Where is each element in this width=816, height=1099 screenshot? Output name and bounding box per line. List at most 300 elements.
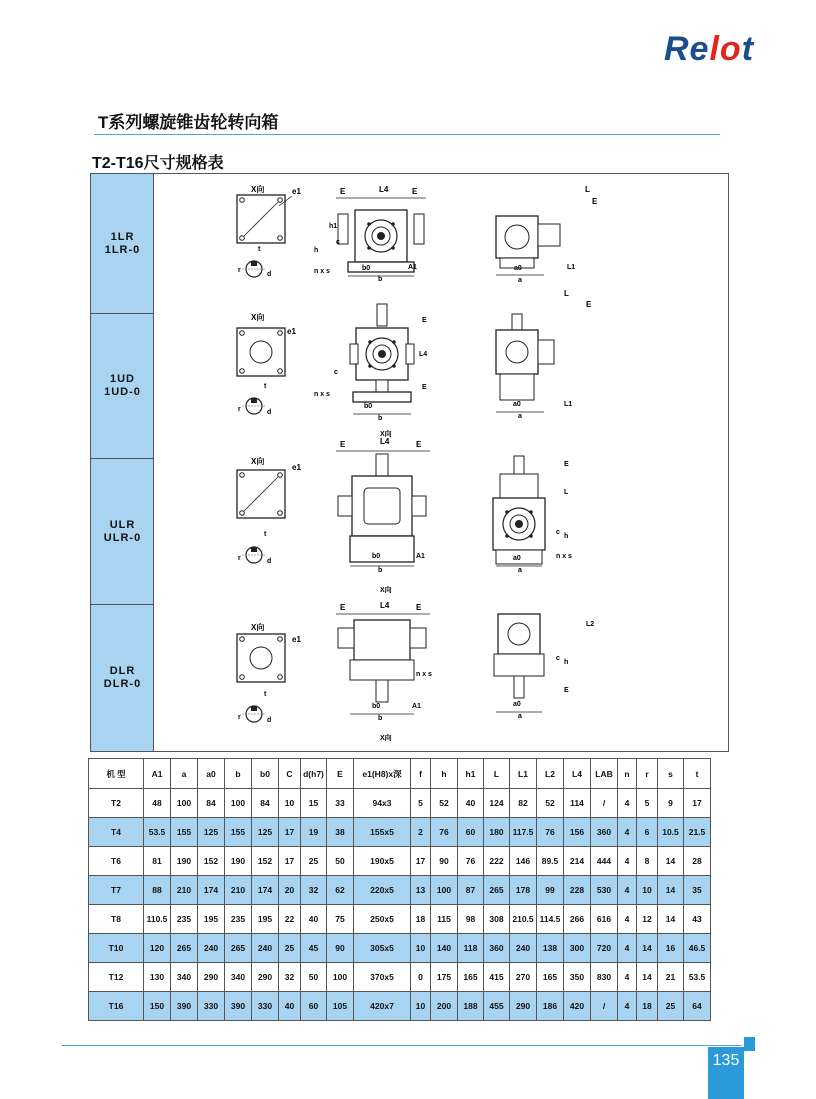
- table-cell: 84: [198, 789, 225, 818]
- table-cell: 210: [171, 876, 198, 905]
- table-cell: 100: [171, 789, 198, 818]
- table-header-cell: h1: [458, 759, 484, 789]
- table-cell: 444: [591, 847, 618, 876]
- svg-text:r: r: [238, 267, 241, 274]
- table-cell: 265: [171, 934, 198, 963]
- svg-text:L1: L1: [567, 264, 576, 271]
- svg-text:L2: L2: [586, 621, 595, 628]
- table-cell: 235: [225, 905, 252, 934]
- table-header-cell: L4: [564, 759, 591, 789]
- svg-text:b0: b0: [364, 403, 373, 410]
- table-cell: T6: [89, 847, 144, 876]
- svg-text:d: d: [267, 558, 272, 565]
- table-cell: 14: [658, 847, 684, 876]
- table-cell: 124: [484, 789, 510, 818]
- table-cell: 15: [301, 789, 327, 818]
- table-cell: 165: [458, 963, 484, 992]
- table-cell: 117.5: [510, 818, 537, 847]
- table-cell: 18: [637, 992, 658, 1021]
- table-cell: 240: [252, 934, 279, 963]
- table-cell: 340: [225, 963, 252, 992]
- table-cell: 89.5: [537, 847, 564, 876]
- svg-text:c: c: [556, 655, 560, 662]
- technical-drawings: [154, 174, 728, 751]
- table-cell: 265: [484, 876, 510, 905]
- table-cell: T12: [89, 963, 144, 992]
- table-cell: 100: [225, 789, 252, 818]
- table-header-cell: f: [411, 759, 431, 789]
- table-cell: 195: [198, 905, 225, 934]
- table-cell: 616: [591, 905, 618, 934]
- table-cell: 152: [252, 847, 279, 876]
- svg-text:b: b: [378, 415, 383, 422]
- table-cell: 330: [198, 992, 225, 1021]
- svg-text:E: E: [340, 440, 346, 449]
- svg-text:b0: b0: [372, 703, 381, 710]
- table-cell: 84: [252, 789, 279, 818]
- table-cell: 88: [144, 876, 171, 905]
- svg-text:L4: L4: [380, 437, 390, 446]
- table-cell: 2: [411, 818, 431, 847]
- drawing-1ud: [237, 289, 592, 438]
- svg-text:t: t: [264, 383, 267, 390]
- svg-text:e1: e1: [292, 187, 301, 196]
- table-header-cell: n: [618, 759, 637, 789]
- table-cell: T8: [89, 905, 144, 934]
- table-cell: 81: [144, 847, 171, 876]
- table-cell: 305x5: [354, 934, 411, 963]
- table-cell: 87: [458, 876, 484, 905]
- table-cell: 105: [327, 992, 354, 1021]
- drawing-1lr: [237, 184, 598, 284]
- table-cell: 33: [327, 789, 354, 818]
- table-cell: 300: [564, 934, 591, 963]
- table-header-cell: L: [484, 759, 510, 789]
- model-label-1lr: 1LR 1LR-0: [91, 174, 154, 314]
- svg-text:r: r: [238, 714, 241, 721]
- table-cell: 420x7: [354, 992, 411, 1021]
- table-cell: 60: [458, 818, 484, 847]
- svg-text:E: E: [564, 687, 569, 694]
- svg-text:h1: h1: [329, 223, 338, 230]
- table-cell: 120: [144, 934, 171, 963]
- table-cell: 82: [510, 789, 537, 818]
- svg-text:E: E: [340, 187, 346, 196]
- table-cell: 5: [411, 789, 431, 818]
- model-label-1ud: 1UD 1UD-0: [91, 314, 154, 459]
- svg-text:A1: A1: [408, 264, 417, 271]
- svg-text:E: E: [564, 461, 569, 468]
- table-cell: 360: [591, 818, 618, 847]
- table-cell: 155x5: [354, 818, 411, 847]
- svg-text:E: E: [412, 187, 418, 196]
- table-header-cell: h: [431, 759, 458, 789]
- footer-divider: [62, 1045, 742, 1046]
- table-cell: 370x5: [354, 963, 411, 992]
- svg-text:h: h: [564, 533, 569, 540]
- svg-text:h: h: [564, 659, 569, 666]
- svg-text:a0: a0: [513, 401, 521, 408]
- table-cell: 235: [171, 905, 198, 934]
- table-cell: 186: [537, 992, 564, 1021]
- table-cell: 9: [658, 789, 684, 818]
- svg-text:X向: X向: [251, 457, 265, 466]
- table-header-cell: e1(H8)x深: [354, 759, 411, 789]
- svg-text:t: t: [264, 531, 267, 538]
- svg-text:t: t: [258, 246, 261, 253]
- table-cell: 152: [198, 847, 225, 876]
- table-cell: 40: [301, 905, 327, 934]
- table-cell: 455: [484, 992, 510, 1021]
- table-cell: 13: [411, 876, 431, 905]
- table-cell: 146: [510, 847, 537, 876]
- table-cell: 76: [431, 818, 458, 847]
- svg-text:E: E: [416, 440, 422, 449]
- model-sidebar: [91, 174, 154, 751]
- drawing-panel: [90, 173, 729, 752]
- table-cell: 330: [252, 992, 279, 1021]
- table-cell: 114.5: [537, 905, 564, 934]
- table-row: [89, 818, 711, 847]
- table-cell: 10: [411, 992, 431, 1021]
- table-cell: 115: [431, 905, 458, 934]
- table-cell: /: [591, 992, 618, 1021]
- svg-text:n x s: n x s: [416, 671, 432, 678]
- table-cell: 45: [301, 934, 327, 963]
- table-cell: 35: [684, 876, 711, 905]
- table-cell: 10: [279, 789, 301, 818]
- table-cell: 270: [510, 963, 537, 992]
- title-divider: [94, 134, 720, 135]
- svg-text:b0: b0: [362, 265, 371, 272]
- svg-text:c: c: [556, 529, 560, 536]
- table-cell: 25: [301, 847, 327, 876]
- svg-text:a: a: [518, 413, 522, 420]
- svg-text:E: E: [340, 603, 346, 612]
- svg-text:a0: a0: [513, 555, 521, 562]
- table-cell: 190x5: [354, 847, 411, 876]
- svg-text:X向: X向: [251, 185, 265, 194]
- table-cell: 14: [658, 876, 684, 905]
- svg-text:e1: e1: [292, 463, 301, 472]
- table-row: [89, 847, 711, 876]
- table-cell: 25: [658, 992, 684, 1021]
- svg-text:b: b: [378, 715, 383, 722]
- table-cell: 50: [301, 963, 327, 992]
- table-cell: 0: [411, 963, 431, 992]
- table-cell: 290: [252, 963, 279, 992]
- table-cell: 18: [411, 905, 431, 934]
- table-cell: 21: [658, 963, 684, 992]
- svg-text:r: r: [238, 555, 241, 562]
- svg-text:a0: a0: [513, 701, 521, 708]
- table-cell: 21.5: [684, 818, 711, 847]
- table-cell: 4: [618, 847, 637, 876]
- svg-text:X向: X向: [251, 623, 265, 632]
- table-cell: 178: [510, 876, 537, 905]
- table-cell: 118: [458, 934, 484, 963]
- table-cell: 25: [279, 934, 301, 963]
- svg-text:E: E: [416, 603, 422, 612]
- table-cell: T16: [89, 992, 144, 1021]
- svg-text:b0: b0: [372, 553, 381, 560]
- table-cell: 28: [684, 847, 711, 876]
- page-corner-accent: [744, 1037, 755, 1051]
- table-row: [89, 905, 711, 934]
- table-cell: 100: [431, 876, 458, 905]
- svg-text:X向: X向: [251, 313, 265, 322]
- svg-text:h: h: [314, 247, 319, 254]
- table-cell: 62: [327, 876, 354, 905]
- table-cell: 17: [411, 847, 431, 876]
- svg-text:a: a: [518, 277, 522, 284]
- table-cell: 48: [144, 789, 171, 818]
- table-cell: 240: [510, 934, 537, 963]
- table-cell: 530: [591, 876, 618, 905]
- table-cell: 4: [618, 876, 637, 905]
- svg-text:n x s: n x s: [556, 553, 572, 560]
- table-cell: T7: [89, 876, 144, 905]
- table-cell: 720: [591, 934, 618, 963]
- svg-text:E: E: [586, 300, 592, 309]
- table-cell: 125: [252, 818, 279, 847]
- table-cell: 308: [484, 905, 510, 934]
- table-cell: 110.5: [144, 905, 171, 934]
- table-cell: 4: [618, 818, 637, 847]
- svg-text:E: E: [422, 317, 427, 324]
- table-cell: 17: [279, 818, 301, 847]
- table-cell: 32: [301, 876, 327, 905]
- table-row: [89, 934, 711, 963]
- svg-text:L4: L4: [380, 601, 390, 610]
- table-cell: 5: [637, 789, 658, 818]
- table-cell: 190: [225, 847, 252, 876]
- table-row: [89, 876, 711, 905]
- table-cell: 114: [564, 789, 591, 818]
- svg-text:L4: L4: [419, 351, 428, 358]
- table-cell: 125: [198, 818, 225, 847]
- table-cell: 350: [564, 963, 591, 992]
- table-cell: 52: [537, 789, 564, 818]
- table-cell: 19: [301, 818, 327, 847]
- table-header-cell: L2: [537, 759, 564, 789]
- table-cell: 240: [198, 934, 225, 963]
- table-body: [89, 789, 711, 1021]
- table-cell: 50: [327, 847, 354, 876]
- table-cell: 8: [637, 847, 658, 876]
- table-cell: 53.5: [684, 963, 711, 992]
- svg-text:r: r: [238, 406, 241, 413]
- table-cell: 52: [431, 789, 458, 818]
- svg-text:e1: e1: [292, 635, 301, 644]
- table-cell: 40: [458, 789, 484, 818]
- table-cell: 53.5: [144, 818, 171, 847]
- table-cell: 20: [279, 876, 301, 905]
- table-cell: 64: [684, 992, 711, 1021]
- svg-text:X向: X向: [380, 735, 392, 742]
- table-cell: 10.5: [658, 818, 684, 847]
- table-cell: 174: [198, 876, 225, 905]
- table-cell: 16: [658, 934, 684, 963]
- table-cell: 190: [171, 847, 198, 876]
- svg-text:A1: A1: [412, 703, 421, 710]
- svg-text:L: L: [585, 185, 590, 194]
- table-cell: 415: [484, 963, 510, 992]
- table-cell: 220x5: [354, 876, 411, 905]
- table-cell: T2: [89, 789, 144, 818]
- table-cell: 4: [618, 963, 637, 992]
- table-header-cell: b: [225, 759, 252, 789]
- table-header-cell: d(h7): [301, 759, 327, 789]
- table-header-cell: E: [327, 759, 354, 789]
- table-cell: 180: [484, 818, 510, 847]
- table-cell: 14: [637, 934, 658, 963]
- svg-text:t: t: [264, 691, 267, 698]
- table-cell: 155: [225, 818, 252, 847]
- table-cell: 156: [564, 818, 591, 847]
- table-cell: 4: [618, 992, 637, 1021]
- svg-text:X向: X向: [380, 431, 392, 438]
- table-cell: 6: [637, 818, 658, 847]
- table-cell: 266: [564, 905, 591, 934]
- svg-text:n x s: n x s: [314, 391, 330, 398]
- table-cell: 250x5: [354, 905, 411, 934]
- page-title: T系列螺旋锥齿轮转向箱: [98, 113, 279, 132]
- table-cell: 90: [431, 847, 458, 876]
- table-cell: 174: [252, 876, 279, 905]
- table-cell: 98: [458, 905, 484, 934]
- svg-text:c: c: [336, 239, 340, 246]
- table-cell: 14: [658, 905, 684, 934]
- svg-text:d: d: [267, 409, 272, 416]
- table-cell: 150: [144, 992, 171, 1021]
- svg-text:b: b: [378, 276, 383, 283]
- table-header-cell: L1: [510, 759, 537, 789]
- table-cell: 222: [484, 847, 510, 876]
- table-header-cell: A1: [144, 759, 171, 789]
- table-cell: 210.5: [510, 905, 537, 934]
- svg-text:b: b: [378, 567, 383, 574]
- table-cell: /: [591, 789, 618, 818]
- table-cell: 94x3: [354, 789, 411, 818]
- table-cell: 32: [279, 963, 301, 992]
- svg-text:L4: L4: [379, 185, 389, 194]
- table-cell: 14: [637, 963, 658, 992]
- table-cell: 290: [198, 963, 225, 992]
- table-header-cell: s: [658, 759, 684, 789]
- table-row: [89, 963, 711, 992]
- table-header-cell: r: [637, 759, 658, 789]
- spec-table: [88, 758, 711, 1021]
- table-cell: 10: [637, 876, 658, 905]
- table-cell: 76: [537, 818, 564, 847]
- table-cell: 290: [510, 992, 537, 1021]
- table-cell: 210: [225, 876, 252, 905]
- table-cell: 100: [327, 963, 354, 992]
- table-cell: 10: [411, 934, 431, 963]
- svg-text:L: L: [564, 489, 569, 496]
- table-row: [89, 992, 711, 1021]
- table-header-cell: t: [684, 759, 711, 789]
- table-header-cell: a0: [198, 759, 225, 789]
- svg-text:a: a: [518, 567, 522, 574]
- table-cell: 188: [458, 992, 484, 1021]
- table-cell: 99: [537, 876, 564, 905]
- table-cell: 195: [252, 905, 279, 934]
- table-cell: T4: [89, 818, 144, 847]
- table-cell: 17: [279, 847, 301, 876]
- table-cell: 17: [684, 789, 711, 818]
- svg-text:n x s: n x s: [314, 268, 330, 275]
- table-cell: 138: [537, 934, 564, 963]
- table-cell: 60: [301, 992, 327, 1021]
- svg-text:e1: e1: [287, 327, 296, 336]
- table-header-cell: C: [279, 759, 301, 789]
- svg-text:L1: L1: [564, 401, 573, 408]
- drawing-dlr: [237, 601, 594, 742]
- table-cell: 165: [537, 963, 564, 992]
- svg-text:a: a: [518, 713, 522, 720]
- table-header-cell: 机 型: [89, 759, 144, 789]
- svg-text:L: L: [564, 289, 569, 298]
- svg-text:E: E: [592, 197, 598, 206]
- table-cell: 340: [171, 963, 198, 992]
- table-cell: T10: [89, 934, 144, 963]
- table-cell: 390: [225, 992, 252, 1021]
- table-cell: 420: [564, 992, 591, 1021]
- table-header-cell: b0: [252, 759, 279, 789]
- table-cell: 4: [618, 934, 637, 963]
- drawing-ulr: [237, 437, 572, 594]
- table-cell: 4: [618, 789, 637, 818]
- table-cell: 12: [637, 905, 658, 934]
- table-header-cell: LAB: [591, 759, 618, 789]
- table-row: [89, 789, 711, 818]
- model-label-ulr: ULR ULR-0: [91, 459, 154, 605]
- table-cell: 200: [431, 992, 458, 1021]
- table-cell: 265: [225, 934, 252, 963]
- table-header-cell: a: [171, 759, 198, 789]
- table-cell: 75: [327, 905, 354, 934]
- svg-text:a0: a0: [514, 265, 522, 272]
- table-cell: 90: [327, 934, 354, 963]
- section-subtitle: T2-T16尺寸规格表: [92, 155, 224, 172]
- model-label-dlr: DLR DLR-0: [103, 665, 142, 690]
- table-cell: 228: [564, 876, 591, 905]
- table-cell: 390: [171, 992, 198, 1021]
- svg-text:d: d: [267, 717, 272, 724]
- table-cell: 4: [618, 905, 637, 934]
- table-cell: 46.5: [684, 934, 711, 963]
- table-cell: 22: [279, 905, 301, 934]
- brand-logo: Relot: [664, 30, 755, 68]
- table-cell: 140: [431, 934, 458, 963]
- table-cell: 214: [564, 847, 591, 876]
- table-cell: 130: [144, 963, 171, 992]
- table-cell: 38: [327, 818, 354, 847]
- svg-text:c: c: [334, 369, 338, 376]
- svg-text:d: d: [267, 271, 272, 278]
- table-cell: 830: [591, 963, 618, 992]
- table-cell: 76: [458, 847, 484, 876]
- table-header-row: [89, 759, 711, 789]
- svg-text:X向: X向: [380, 587, 392, 594]
- svg-text:E: E: [422, 384, 427, 391]
- table-cell: 43: [684, 905, 711, 934]
- page-number: 135: [708, 1047, 744, 1099]
- table-cell: 155: [171, 818, 198, 847]
- table-cell: 360: [484, 934, 510, 963]
